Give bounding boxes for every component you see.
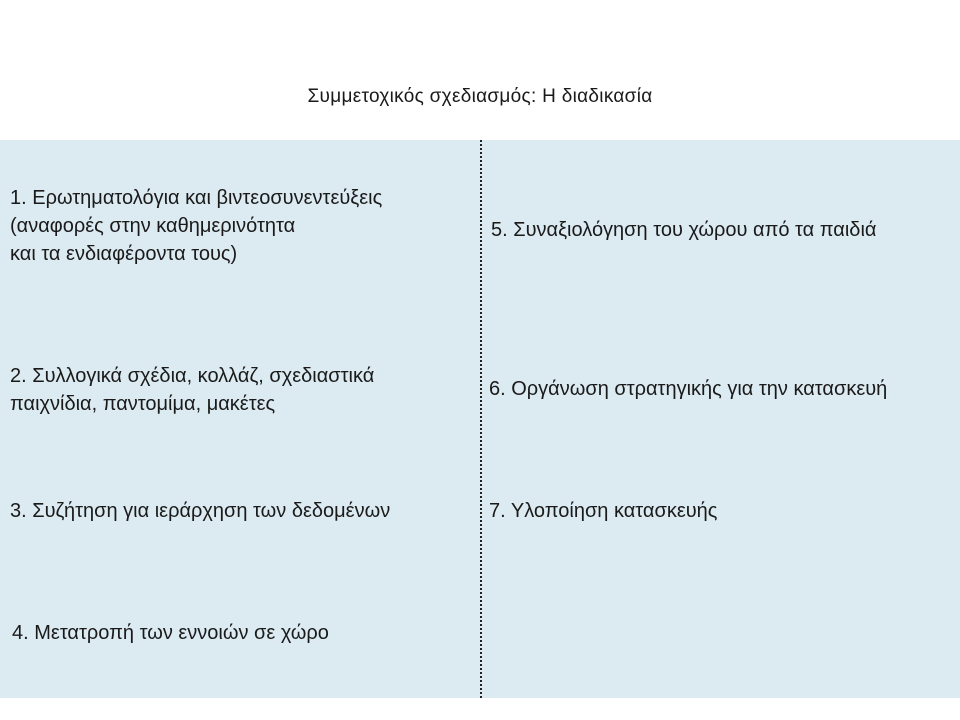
step-7-line-1: 7. Υλοποίηση κατασκευής [489, 500, 718, 522]
step-6 [489, 375, 887, 403]
step-2-line-2: παιχνίδια, παντομίμα, μακέτες [10, 393, 276, 415]
step-1 [10, 184, 382, 268]
step-5 [491, 216, 876, 244]
slide-title: Συμμετοχικός σχεδιασμός: Η διαδικασία [307, 86, 653, 107]
step-4-line-1: 4. Μετατροπή των εννοιών σε χώρο [12, 622, 329, 644]
step-2-line-1: 2. Συλλογικά σχέδια, κολλάζ, σχεδιαστικά [10, 365, 375, 387]
step-1-line-1: 1. Ερωτηματολόγια και βιντεοσυνεντεύξεις [10, 187, 383, 209]
step-2 [10, 362, 374, 418]
step-1-line-3: και τα ενδιαφέροντα τους) [10, 243, 238, 265]
step-3 [10, 497, 390, 525]
step-5-line-1: 5. Συναξιολόγηση του χώρου από τα παιδιά [491, 219, 877, 241]
step-4 [12, 619, 329, 647]
dotted-divider [480, 140, 482, 698]
step-7 [489, 497, 717, 525]
step-1-line-2: (αναφορές στην καθημερινότητα [10, 215, 296, 237]
step-6-line-1: 6. Οργάνωση στρατηγικής για την κατασκευή [489, 378, 888, 400]
step-3-line-1: 3. Συζήτηση για ιεράρχηση των δεδομένων [10, 500, 391, 522]
